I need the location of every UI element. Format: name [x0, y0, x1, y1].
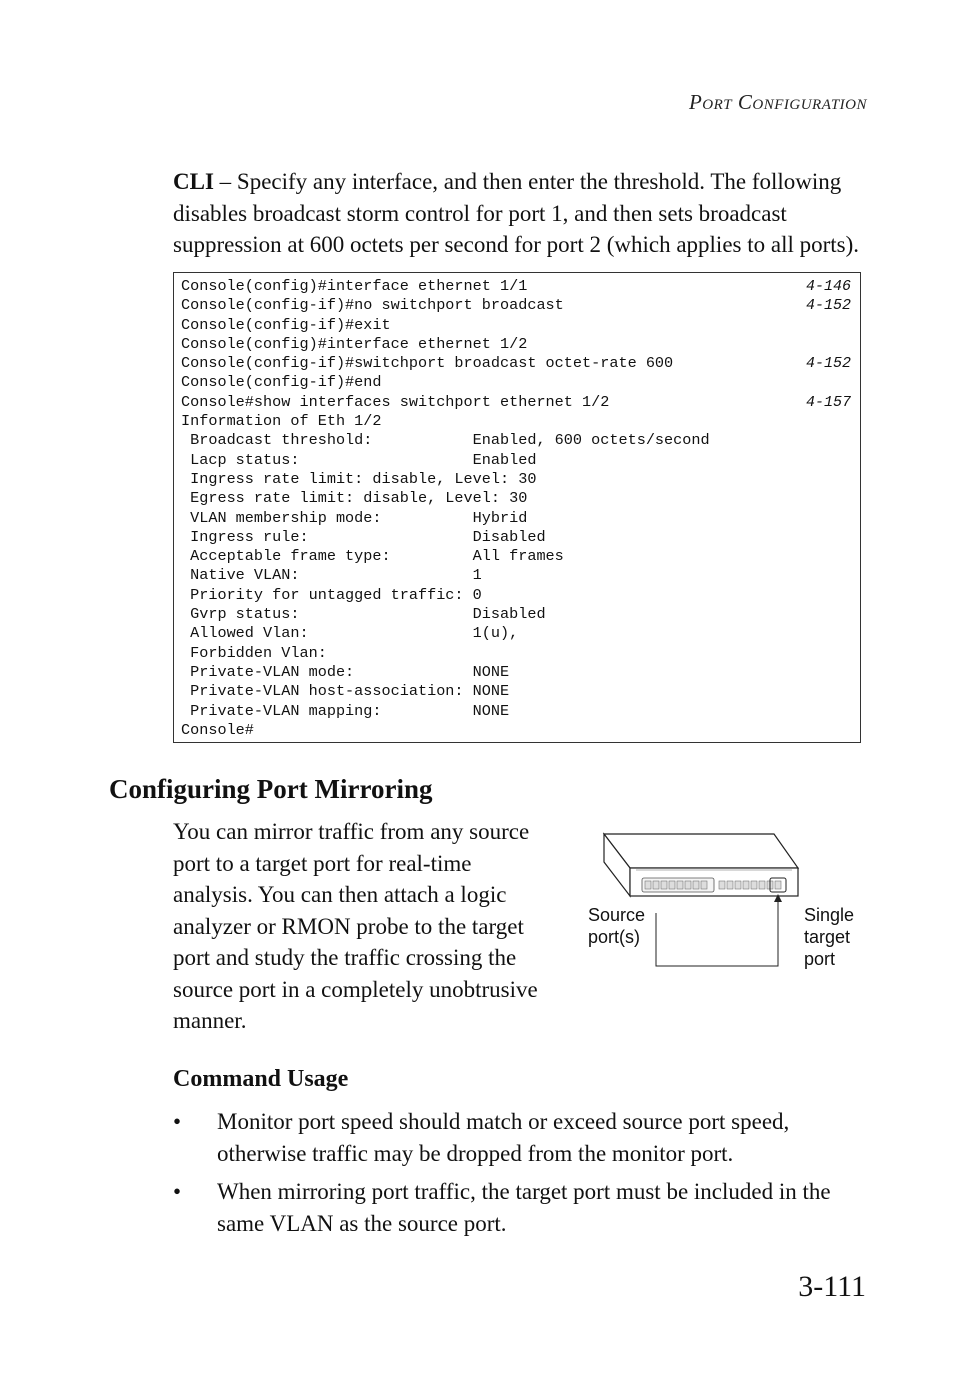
- code-line: [181, 393, 852, 412]
- code-text: Console(config-if)#no switchport broadcast: [181, 296, 564, 315]
- list-item-text: Monitor port speed should match or exceed source port speed, otherwise traffic may be dropped from the monitor port.: [217, 1109, 790, 1166]
- code-text: Private-VLAN host-association: NONE: [181, 682, 510, 701]
- code-text: VLAN membership mode: Hybrid: [181, 508, 528, 527]
- code-text: Acceptable frame type: All frames: [181, 547, 564, 566]
- code-line: [181, 566, 852, 585]
- code-text: Broadcast threshold: Enabled, 600 octets/second: [181, 431, 710, 450]
- code-line: [181, 547, 852, 566]
- code-line: [181, 354, 852, 373]
- diagram-target-label-1: Single: [804, 905, 855, 925]
- code-text: Lacp status: Enabled: [181, 450, 537, 469]
- code-text: Ingress rate limit: disable, Level: 30: [181, 469, 537, 488]
- cli-code-block: [173, 272, 861, 743]
- code-line: [181, 489, 852, 508]
- code-line: [181, 470, 852, 489]
- diagram-target-label-3: port: [804, 949, 836, 969]
- code-line: [181, 663, 852, 682]
- code-text: Gvrp status: Disabled: [181, 605, 546, 624]
- list-item-text: When mirroring port traffic, the target port must be included in the same VLAN as the source port.: [217, 1179, 831, 1236]
- code-line: [181, 682, 852, 701]
- running-head: [689, 90, 867, 115]
- port-mirroring-diagram: [584, 828, 874, 978]
- code-line: [181, 721, 852, 740]
- code-text: Forbidden Vlan:: [181, 643, 327, 662]
- code-line: [181, 702, 852, 721]
- switch-icon: [604, 834, 798, 896]
- code-text: Console#: [181, 720, 254, 739]
- code-line: [181, 586, 852, 605]
- code-text: Private-VLAN mapping: NONE: [181, 701, 510, 720]
- running-head-initial-c: C: [737, 90, 753, 114]
- diagram-target-label-2: target: [804, 927, 851, 947]
- section-paragraph: You can mirror traffic from any source port to a target port for real-time analysis. You can then attach a logic analyzer or RMON probe to the target port and study the traffic crossing the source port in a completely unobtrusive manner.: [173, 819, 538, 1033]
- bullet-icon: •: [173, 1179, 182, 1204]
- diagram-source-label-2: port(s): [588, 927, 641, 947]
- command-usage-list: [173, 1106, 873, 1246]
- diagram-source-label-1: Source: [588, 905, 646, 925]
- section-title: Configuring Port Mirroring: [109, 774, 433, 804]
- code-text: Priority for untagged traffic: 0: [181, 585, 482, 604]
- code-line: [181, 296, 852, 315]
- code-text: Console(config-if)#end: [181, 373, 382, 392]
- code-text: Console(config)#interface ethernet 1/2: [181, 334, 528, 353]
- code-page-reference: 4-157: [805, 393, 851, 411]
- code-text: Information of Eth 1/2: [181, 412, 382, 431]
- code-line: [181, 316, 852, 335]
- code-text: Console(config-if)#switchport broadcast octet-rate 600: [181, 354, 674, 373]
- running-head-onfig: ONFIGURATION: [752, 97, 867, 113]
- code-line: [181, 431, 852, 450]
- code-line: [181, 605, 852, 624]
- bullet-icon: •: [173, 1109, 182, 1134]
- code-page-reference: 4-146: [805, 278, 851, 295]
- code-line: [181, 644, 852, 663]
- intro-paragraph: [173, 166, 873, 261]
- code-line: [181, 335, 852, 354]
- intro-lead: CLI: [173, 169, 214, 194]
- code-line: [181, 451, 852, 470]
- list-item: [173, 1176, 873, 1239]
- code-text: Console#show interfaces switchport ethernet 1/2: [181, 392, 610, 411]
- code-text: Ingress rule: Disabled: [181, 527, 546, 546]
- code-line: [181, 624, 852, 643]
- code-page-reference: 4-152: [805, 297, 851, 315]
- list-item: [173, 1106, 873, 1169]
- code-text: Console(config)#interface ethernet 1/1: [181, 277, 528, 295]
- intro-text: – Specify any interface, and then enter the threshold. The following disables broadcast storm control for port 1, and then sets broadcast suppression at 600 octets per second for port 2 (which applies to all ports).: [173, 169, 860, 257]
- code-text: Private-VLAN mode: NONE: [181, 662, 510, 681]
- code-line: [181, 509, 852, 528]
- page-number: 3-111: [798, 1270, 866, 1303]
- code-text: Console(config-if)#exit: [181, 315, 391, 334]
- code-page-reference: 4-152: [805, 355, 851, 373]
- running-head-ort: ORT: [702, 97, 733, 113]
- running-head-initial-p: P: [688, 90, 703, 114]
- command-usage-heading: Command Usage: [173, 1066, 349, 1092]
- code-line: [181, 412, 852, 431]
- code-line: [181, 373, 852, 392]
- code-line: [181, 277, 852, 296]
- code-text: Egress rate limit: disable, Level: 30: [181, 489, 528, 508]
- code-line: [181, 528, 852, 547]
- code-text: Allowed Vlan: 1(u),: [181, 624, 519, 643]
- code-text: Native VLAN: 1: [181, 566, 482, 585]
